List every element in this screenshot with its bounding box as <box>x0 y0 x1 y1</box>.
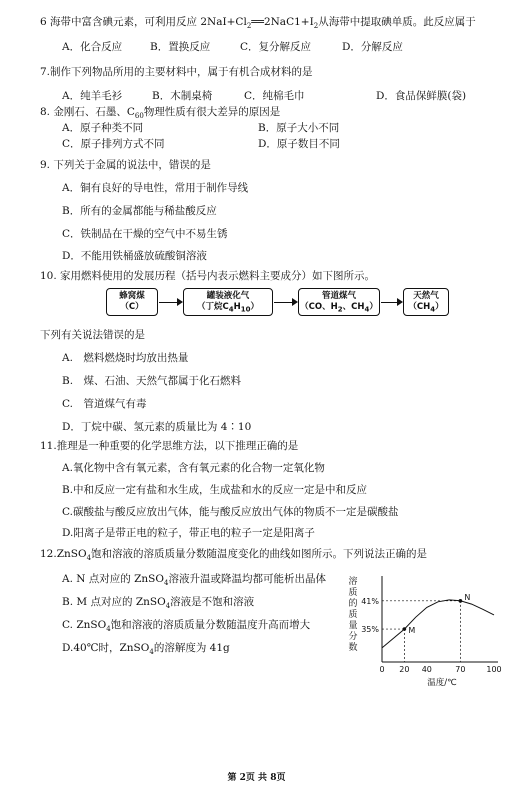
q9-option-b: B．所有的金属都能与稀盐酸反应 <box>62 205 217 217</box>
q8-option-c: C．原子排列方式不同 <box>62 138 165 150</box>
flow-box-pipeline-gas: 管道煤气 （CO、$H_2$、$CH_4$） <box>298 288 380 316</box>
q11-stem: 11.推理是一种重要的化学思维方法，以下推理正确的是 <box>40 440 299 452</box>
q8-option-a: A．原子种类不同 <box>62 122 144 134</box>
q6-option-c: C．复分解反应 <box>240 41 312 53</box>
q6-option-b: B．置换反应 <box>150 41 211 53</box>
y-tick-label-1: 41% <box>361 596 379 606</box>
page-footer: 第 2页 共 8页 <box>227 773 286 783</box>
q6-stem: 6 海带中富含碘元素，可利用反应 $2NaI+Cl_2══2NaC1+I_2$从海带中提取碘单质。此反应属于 <box>40 16 476 31</box>
q8-options-row2 <box>62 136 340 151</box>
q8-option-d: D．原子数目不同 <box>258 138 340 150</box>
q9-option-a: A．铜有良好的导电性，常用于制作导线 <box>62 182 249 194</box>
q10-stem: 10. 家用燃料使用的发展历程（括号内表示燃料主要成分）如下图所示。 <box>40 270 376 282</box>
q12-option-d: D.40℃时，ZnSO$_4$的溶解度为 41g <box>62 642 230 657</box>
q7-option-a: A．纯羊毛衫 <box>62 90 123 102</box>
point-N <box>459 599 463 603</box>
flow-arrow-3 <box>381 302 401 303</box>
q7-option-b: B．木制桌椅 <box>152 90 213 102</box>
q10-option-c: C. 管道煤气有毒 <box>62 398 147 410</box>
flow-box-honeycomb-coal: 蜂窝煤 （C） <box>106 288 158 316</box>
flow-box-natural-gas: 天然气 $(CH_4)$ <box>403 288 449 316</box>
point-M <box>403 627 407 631</box>
q10-prompt: 下列有关说法错误的是 <box>40 329 145 341</box>
q6-option-d: D．分解反应 <box>342 41 403 53</box>
x-tick-label-2: 40 <box>421 665 432 674</box>
q8-stem: 8. 金刚石、石墨、$C_{60}$物理性质有很大差异的原因是 <box>40 106 281 121</box>
q9-stem: 9. 下列关于金属的说法中，错误的是 <box>40 159 211 171</box>
q11-option-d: D.阳离子是带正电的粒子，带正电的粒子一定是阳离子 <box>62 527 315 539</box>
flow-box-lpg: 罐装液化气 （丁烷$C_4H_{10}$） <box>183 288 273 316</box>
q7-option-c: C．纯棉毛巾 <box>244 90 305 102</box>
q11-option-a: A.氧化物中含有氧元素，含有氧元素的化合物一定氧化物 <box>62 462 325 474</box>
flow-arrow-1 <box>159 302 181 303</box>
q12-option-c: C. ZnSO$_4$饱和溶液的溶质质量分数随温度升高而增大 <box>62 619 311 634</box>
q9-option-d: D．不能用铁桶盛放硫酸铜溶液 <box>62 250 207 262</box>
x-tick-label-0: 0 <box>379 665 385 674</box>
x-tick-label-4: 100 <box>486 665 502 674</box>
q6-option-a: A．化合反应 <box>62 41 123 53</box>
q11-option-c: C.碳酸盐与酸反应放出气体，能与酸反应放出气体的物质不一定是碳酸盐 <box>62 506 399 518</box>
q8-options-row1 <box>62 120 339 135</box>
q10-option-b: B. 煤、石油、天然气都属于化石燃料 <box>62 375 242 387</box>
y-tick-label-0: 35% <box>361 625 379 635</box>
q12-stem: 12.ZnSO$_4$饱和溶液的溶质质量分数随温度变化的曲线如图所示。下列说法正确的是 <box>40 548 428 563</box>
x-tick-label-3: 70 <box>455 665 466 674</box>
x-tick-label-1: 20 <box>399 665 410 674</box>
solubility-chart <box>352 570 502 690</box>
q10-option-d: D．丁烷中碳、氢元素的质量比为 4∶10 <box>62 421 252 433</box>
q7-stem: 7.制作下列物品所用的主要材料中，属于有机合成材料的是 <box>40 66 313 78</box>
q11-option-b: B.中和反应一定有盐和水生成，生成盐和水的反应一定是中和反应 <box>62 484 368 496</box>
q12-option-b: B. M 点对应的 ZnSO$_4$溶液是不饱和溶液 <box>62 596 255 611</box>
q7-options <box>62 88 466 103</box>
q8-option-b: B．原子大小不同 <box>258 122 340 134</box>
chart-y-axis-label: 溶质的质量分数 <box>348 577 358 653</box>
q10-option-a: A. 燃料燃烧时均放出热量 <box>62 352 189 364</box>
q9-option-c: C．铁制品在干燥的空气中不易生锈 <box>62 228 228 240</box>
solubility-curve <box>382 600 494 648</box>
q6-options <box>62 39 403 54</box>
x-axis-label: 温度/℃ <box>427 678 457 688</box>
flow-arrow-2 <box>274 302 296 303</box>
q7-option-d: D．食品保鲜膜(袋) <box>376 90 467 102</box>
q12-option-a: A. N 点对应的 ZnSO$_4$溶液升温或降温均都可能析出晶体 <box>62 573 326 588</box>
point-label-N: N <box>464 592 471 602</box>
point-label-M: M <box>408 626 416 636</box>
